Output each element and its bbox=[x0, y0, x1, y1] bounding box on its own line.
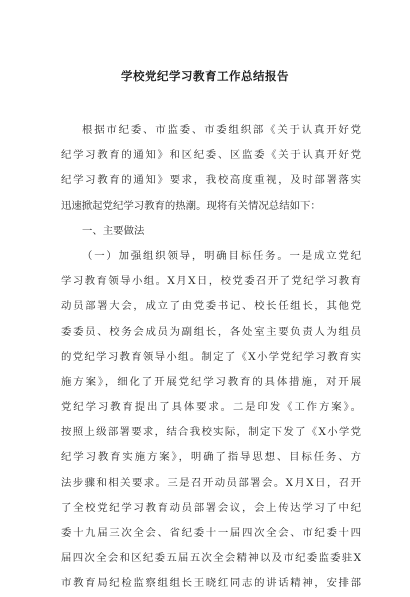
body-line: 纪学习教育的通知》要求，我校高度重视，及时部署落实 bbox=[61, 174, 361, 187]
body-line: 纪学习教育的通知》和区纪委、区监委《关于认真开好党 bbox=[61, 149, 361, 162]
body-line: 党纪学习教育提出了具体要求。二是印发《工作方案》。 bbox=[61, 401, 361, 414]
body-line: 委十九届三次全会、省纪委十一届四次全会、市纪委十四 bbox=[61, 527, 361, 539]
body-line: 纪学习教育实施方案》，明确了指导思想、目标任务、方 bbox=[61, 451, 361, 464]
body-line: 学习教育领导小组。X月X日，校党委召开了党纪学习教育 bbox=[61, 275, 361, 288]
body-line: 迅速掀起党纪学习教育的热潮。现将有关情况总结如下： bbox=[61, 199, 321, 212]
section-heading: 一、主要做法 bbox=[82, 224, 145, 237]
body-line: 了全校党纪学习教育动员部署会议，会上传达学习了中纪 bbox=[61, 501, 361, 514]
body-line: 届四次全会和区纪委五届五次全会精神以及市纪委监委驻X bbox=[61, 552, 361, 565]
body-line: 根据市纪委、市监委、市委组织部《关于认真开好党 bbox=[82, 124, 361, 136]
body-line: 市教育局纪检监察组组长王晓红同志的讲话精神，安排部 bbox=[61, 577, 361, 590]
body-line: 按照上级部署要求，结合我校实际，制定下发了《X小学党 bbox=[61, 426, 361, 439]
document-title: 学校党纪学习教育工作总结报告 bbox=[121, 69, 289, 83]
body-line: 施方案》，细化了开展党纪学习教育的具体措施，对开展 bbox=[61, 375, 361, 388]
body-line: 动员部署大会，成立了由党委书记、校长任组长，其他党 bbox=[61, 300, 361, 313]
body-line: 委委员、校务会成员为副组长，各处室主要负责人为组员 bbox=[61, 325, 361, 338]
body-line: 法步骤和相关要求。三是召开动员部署会。X月X日，召开 bbox=[61, 476, 361, 489]
document-body bbox=[61, 118, 361, 597]
body-line: 的党纪学习教育领导小组。制定了《X小学党纪学习教育实 bbox=[61, 350, 361, 363]
body-line: （一）加强组织领导，明确目标任务。一是成立党纪 bbox=[82, 249, 361, 262]
